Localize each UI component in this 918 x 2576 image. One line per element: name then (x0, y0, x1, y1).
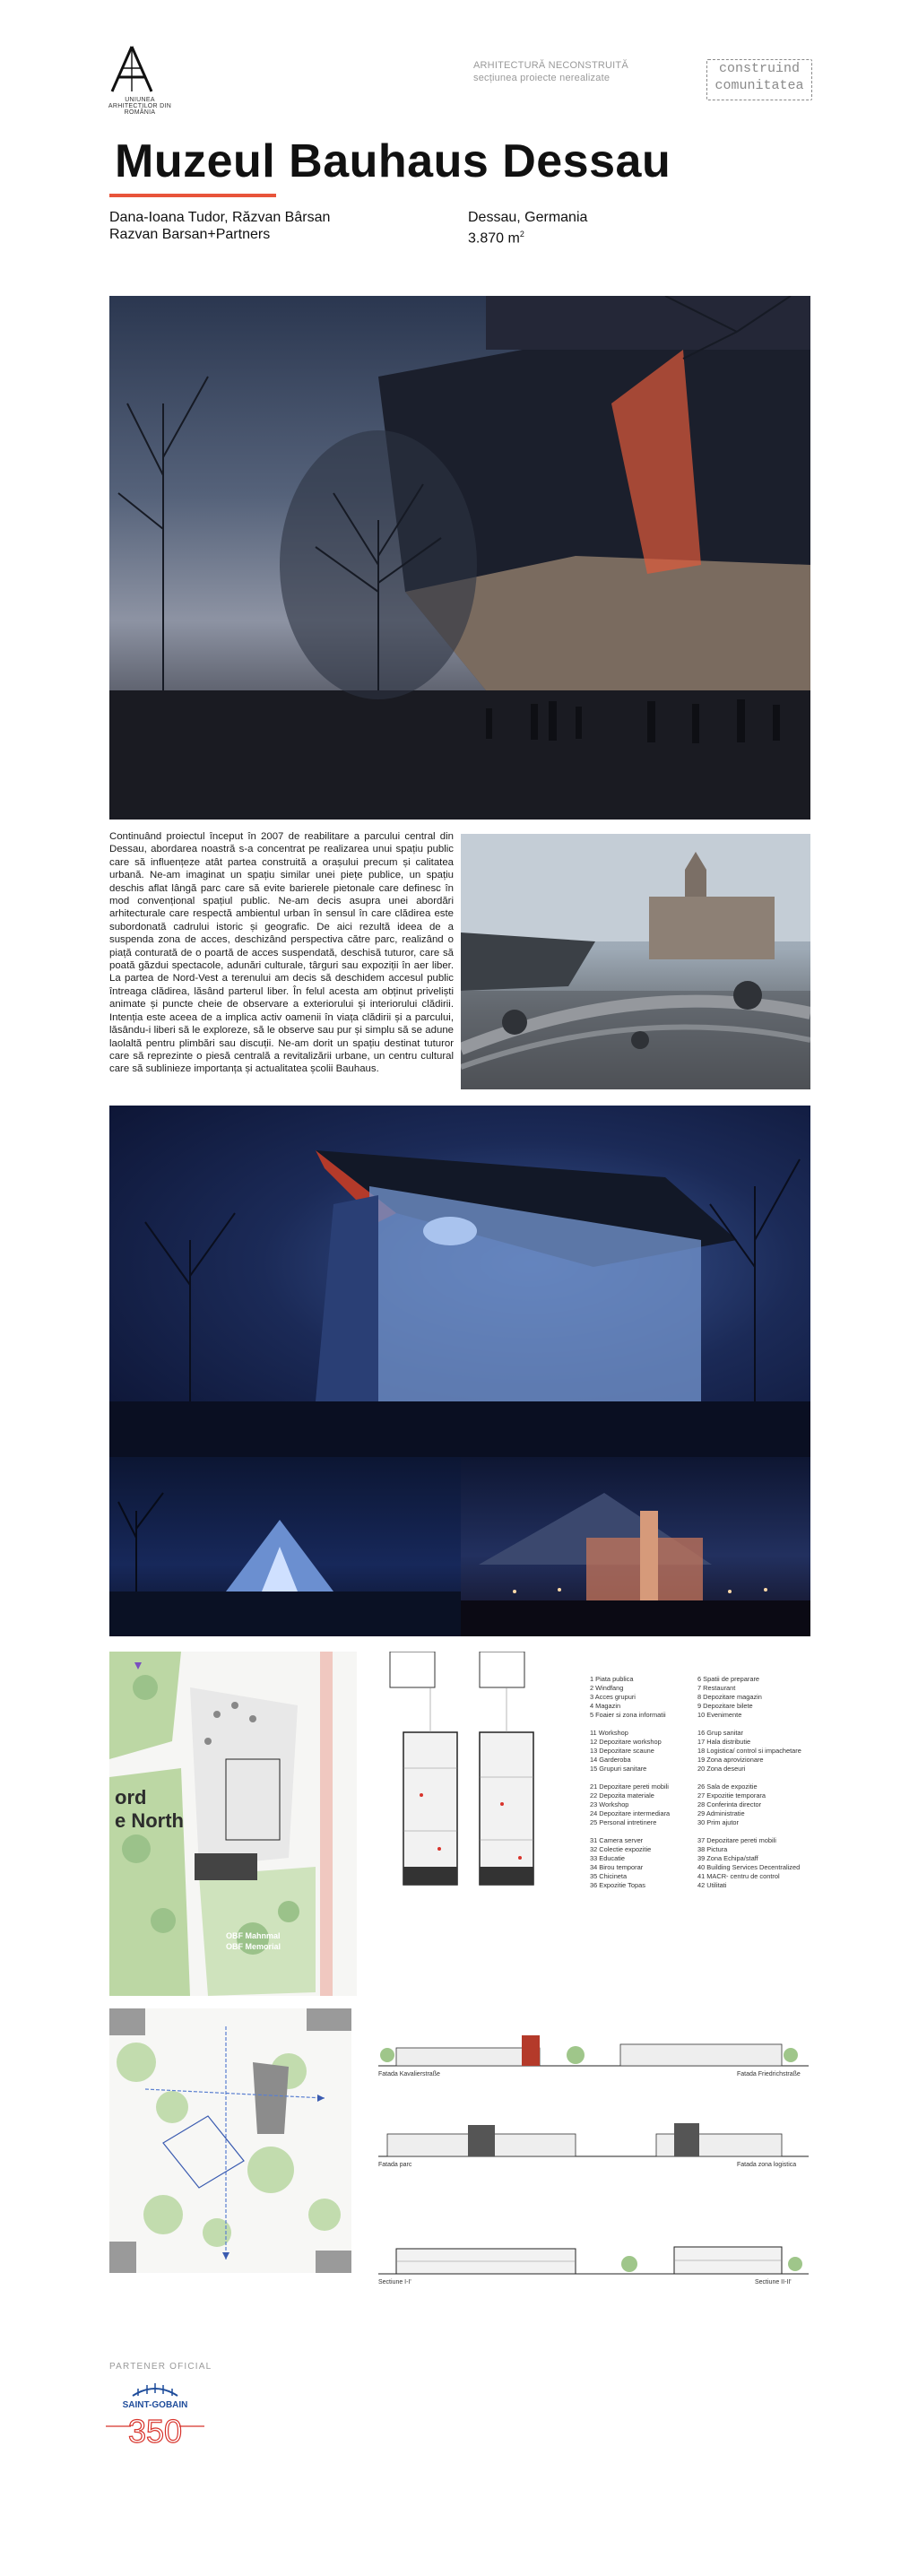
legend-item: 37 Depozitare pereti mobili (697, 1836, 776, 1844)
legend-item: 14 Garderoba (590, 1756, 631, 1764)
night-rendering-left (109, 1457, 461, 1636)
section-label-1: Sectiune I-I' (378, 2279, 411, 2285)
legend-item: 11 Workshop (590, 1729, 628, 1737)
legend-item: 32 Colectie expozitie (590, 1845, 652, 1853)
legend-item: 9 Depozitare bilete (697, 1702, 753, 1710)
legend-item: 27 Expozitie temporara (697, 1791, 766, 1800)
legend-item: 42 Utilitati (697, 1881, 727, 1889)
legend-item: 6 Spatii de preparare (697, 1675, 760, 1683)
location-city: Dessau, Germania (468, 210, 588, 225)
elevation-label-1: Fatada Kavalierstraße (378, 2071, 440, 2077)
legend-item: 25 Personal intretinere (590, 1818, 657, 1826)
partner-label: PARTENER OFICIAL (109, 2362, 212, 2372)
construind-comunitatea-logo (706, 59, 812, 100)
legend-item: 3 Acces grupuri (590, 1693, 636, 1701)
section-label-2: Sectiune II-II' (755, 2279, 792, 2285)
project-location (468, 209, 587, 247)
sponsor-name: SAINT-GOBAIN (122, 2400, 188, 2410)
site-label-north: e North (115, 1809, 184, 1832)
legend-item: 13 Depozitare scaune (590, 1747, 654, 1755)
legend-item: 12 Depozitare workshop (590, 1738, 662, 1746)
legend-item: 21 Depozitare pereti mobili (590, 1782, 669, 1791)
legend-item: 24 Depozitare intermediara (590, 1809, 671, 1817)
elevation-label-2: Fatada Friedrichstraße (737, 2071, 801, 2077)
brand-line-2: comunitatea (714, 78, 804, 93)
project-title: Muzeul Bauhaus Dessau (115, 135, 671, 187)
legend-item: 20 Zona deseuri (697, 1765, 746, 1773)
site-plan-ground (109, 1652, 357, 1996)
legend-item: 38 Pictura (697, 1845, 728, 1853)
authors-line-2: Razvan Barsan+Partners (109, 227, 271, 242)
legend-item: 36 Expozitie Topas (590, 1881, 645, 1889)
site-label-ord: ord (115, 1786, 147, 1808)
category-line-1: ARHITECTURĂ NECONSTRUITĂ (473, 60, 628, 71)
legend-column-1 (590, 1675, 702, 1890)
legend-item: 1 Piata publica (590, 1675, 634, 1683)
category-line-2: secțiunea proiecte nerealizate (473, 73, 611, 83)
night-rendering-main (109, 1106, 810, 1457)
legend-item: 26 Sala de expozitie (697, 1782, 758, 1791)
project-description: Continuând proiectul început în 2007 de reabilitare a parcului central din Dessau, abordarea noastră s-a concentrat pe realizarea unui spațiu public care să influențeze atât partea construită a orașului precum și calitatea urbană. Ne-am imaginat un spațiu similar unei piețe publice, un spațiu deschis aflat lângă parc care să evite barierele pietonale care definesc în mod convențional spațiul public. Ne-am decis asupra unei abordări arhitecturale care respectă ambientul urban în sensul în care clădirea este subordonată cadrului istoric și geografic. De aici rezultă ideea de a suspenda zona de acces, deschizând perspectiva către parc, realizând o piață conturată de o poartă de acces suspendată, deschisă tuturor, care să poată găzdui spectacole, adunări culturale, târguri sau expoziții în aer liber. La partea de Nord-Vest a terenului am decis să deschidem accesul public întreaga clădirea, lăsând parterul liber. În felul acesta am obținut priveliști animate și puncte cheie de observare a exteriorului și interiorului clădirii. Intenția este aceea de a implica activ oamenii în viața clădirii și a parcului, lăsându-i liberi să le exploreze, să le observe sau pur și simplu să se adune laolaltă pentru plimbări sau discuții. Ne-am dorit un spațiu destinat tuturor care să reprezinte o piesă centrală a revitalizării urbane, un centru cultural care să sublinieze importanța și actualitatea școlii Bauhaus. (109, 831, 454, 1075)
legend-item: 8 Depozitare magazin (697, 1693, 762, 1701)
legend-item: 39 Zona Echipa/staff (697, 1854, 758, 1862)
plan-legend (590, 1675, 814, 1935)
legend-item: 10 Evenimente (697, 1711, 742, 1719)
elevations-and-sections (360, 2008, 812, 2292)
legend-column-2 (697, 1675, 810, 1890)
site-label-memorial: OBF Memorial (226, 1942, 281, 1951)
legend-item: 22 Depozita materiale (590, 1791, 654, 1800)
legend-item: 17 Hala distributie (697, 1738, 751, 1746)
authors-line-1: Dana-Ioana Tudor, Răzvan Bârsan (109, 210, 331, 225)
elevation-label-3: Fatada parc (378, 2162, 412, 2168)
legend-item: 34 Birou temporar (590, 1863, 644, 1871)
legend-item: 23 Workshop (590, 1800, 629, 1808)
floor-plans (385, 1652, 538, 1912)
legend-item: 15 Grupuri sanitare (590, 1765, 647, 1773)
elevation-label-4: Fatada zona logistica (737, 2162, 797, 2168)
site-label-mahnmal: OBF Mahnmal (226, 1931, 281, 1940)
legend-item: 40 Building Services Decentralized (697, 1863, 801, 1871)
legend-item: 7 Restaurant (697, 1684, 736, 1692)
legend-item: 4 Magazin (590, 1702, 621, 1710)
legend-item: 35 Chicineta (590, 1872, 628, 1880)
legend-item: 33 Educatie (590, 1854, 626, 1862)
legend-item: 41 MACR- centru de control (697, 1872, 780, 1880)
project-area: 3.870 $m^2$ (468, 230, 524, 247)
legend-item: 18 Logistica/ control si impachetare (697, 1747, 801, 1755)
legend-item: 5 Foaier si zona informatii (590, 1711, 666, 1719)
legend-item: 19 Zona aprovizionare (697, 1756, 764, 1764)
sponsor-anniversary: 350 (127, 2413, 183, 2450)
site-plan-context (109, 2008, 351, 2273)
legend-item: 31 Camera server (590, 1836, 644, 1844)
legend-item: 29 Administratie (697, 1809, 745, 1817)
project-authors (109, 209, 330, 243)
legend-item: 28 Conferinta director (697, 1800, 762, 1808)
brand-line-1: construind (718, 61, 800, 76)
legend-item: 16 Grup sanitar (697, 1729, 743, 1737)
category-label (473, 59, 628, 84)
uar-logo-icon (109, 45, 154, 93)
legend-item: 2 Windfang (590, 1684, 624, 1692)
title-accent-bar (109, 194, 276, 197)
aerial-context-rendering (461, 834, 810, 1089)
night-rendering-right (461, 1457, 810, 1636)
legend-item: 30 Prim ajutor (697, 1818, 740, 1826)
hero-rendering (109, 296, 810, 820)
saint-gobain-logo (106, 2380, 204, 2450)
logo-caption: UNIUNEA ARHITECTILOR DIN ROMÂNIA (108, 97, 172, 116)
